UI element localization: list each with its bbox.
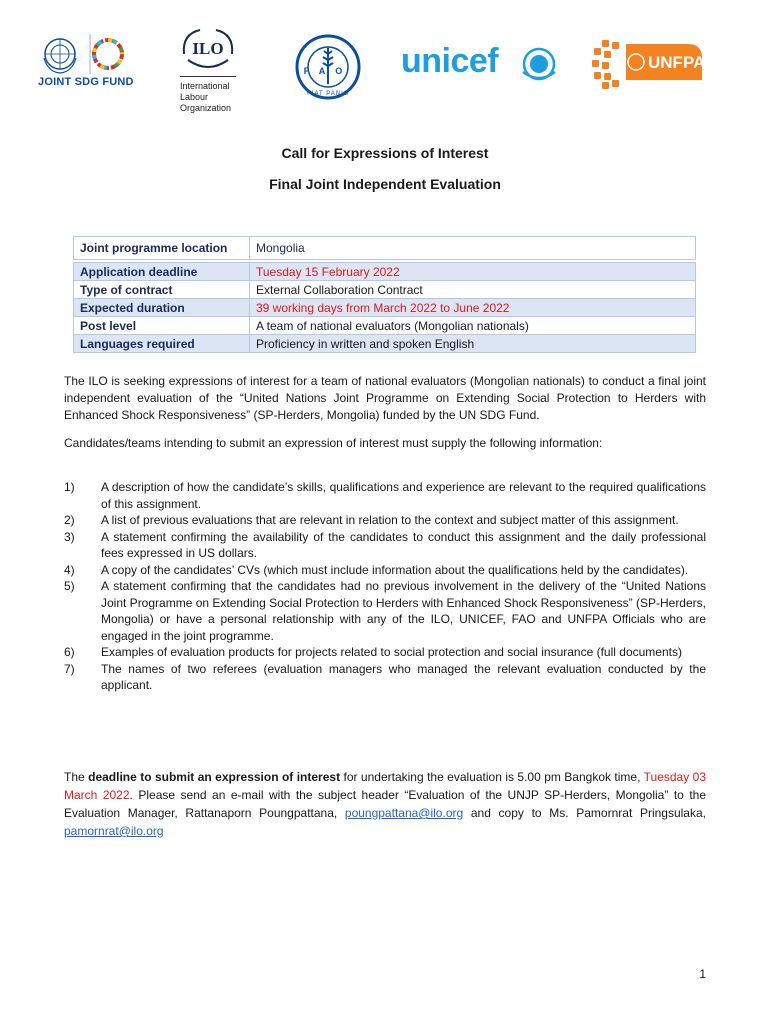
- ilo-mark: ILO: [192, 39, 224, 58]
- row-key: Languages required: [74, 335, 250, 353]
- page-number: 1: [699, 967, 706, 981]
- email-link-copy[interactable]: pamornrat@ilo.org: [64, 824, 164, 838]
- row-value: Mongolia: [250, 237, 696, 260]
- ilo-label: International Labour Organization: [180, 81, 232, 113]
- row-key: Expected duration: [74, 299, 250, 317]
- row-value: Tuesday 15 February 2022: [250, 263, 696, 281]
- table-row: [74, 299, 696, 317]
- list-item: 3) A statement confirming the availability of the candidates to conduct this assignment and the daily professional fees expressed in US dollars.: [64, 529, 706, 560]
- list-item: 4) A copy of the candidates’ CVs (which must include information about the qualifications held by the candidates).: [64, 562, 689, 577]
- table-row: [74, 335, 696, 353]
- list-item: 1) A description of how the candidate’s skills, qualifications and experience are relevant to the required qualifications of this assignment.: [64, 480, 706, 511]
- page-title: Call for Expressions of Interest: [281, 145, 489, 161]
- row-key: Type of contract: [74, 281, 250, 299]
- fao-motto: FIAT PANIS: [307, 91, 349, 97]
- sdg-fund-label: JOINT SDG FUND: [38, 76, 134, 88]
- summary-table: [73, 236, 696, 353]
- list-item: 6) Examples of evaluation products for projects related to social protection and social insurance (full documents): [64, 645, 682, 659]
- deadline-paragraph: The deadline to submit an expression of interest for undertaking the evaluation is 5.00 pm Bangkok time, Tuesday 03 March 2022. Please send an e-mail with the subject header “Evaluation of the UNJP SP-Herders, Mongolia” to the Evaluation Manager, Rattanaporn Poungpattana, poungpattana@ilo.org and copy to Ms. Pamornrat Pringsulaka, pamornrat@ilo.org: [64, 770, 707, 838]
- row-key: Joint programme location: [74, 237, 250, 260]
- unfpa-logo: [592, 40, 704, 90]
- page-subtitle: Final Joint Independent Evaluation: [269, 176, 501, 192]
- unicef-wordmark: unicef: [401, 42, 499, 80]
- table-row: [74, 317, 696, 335]
- unicef-logo: [401, 38, 571, 88]
- fao-logo: [293, 34, 363, 100]
- requirements-list: [64, 479, 706, 694]
- fao-mark: FAO: [303, 66, 353, 76]
- unfpa-wordmark: UNFPA: [648, 53, 706, 72]
- row-key: Application deadline: [74, 263, 250, 281]
- row-value: Proficiency in written and spoken English: [250, 335, 696, 353]
- row-value: 39 working days from March 2022 to June 2022: [250, 299, 696, 317]
- deadline-bold: deadline to submit an expression of interest: [88, 770, 341, 784]
- row-key: Post level: [74, 317, 250, 335]
- list-item: 7) The names of two referees (evaluation managers who managed the relevant evaluation conducted by the applicant.: [64, 661, 706, 692]
- table-row: [74, 263, 696, 281]
- row-value: External Collaboration Contract: [250, 281, 696, 299]
- joint-sdg-fund-logo: [38, 34, 148, 94]
- sdg-wheel-icon: [88, 34, 128, 76]
- logo-bar: [0, 0, 770, 120]
- intro-paragraph: The ILO is seeking expressions of interest for a team of national evaluators (Mongolian nationals) to conduct a final joint independent evaluation of the “United Nations Joint Programme on Extending Social Protection to Herders with Enhanced Shock Responsiveness” (SP-Herders, Mongolia) funded by the UN SDG Fund.: [64, 374, 706, 422]
- list-item: 5) A statement confirming that the candidates had no previous involvement in the delivery of the “United Nations Joint Programme on Extending Social Protection to Herders with Enhanced Shock Responsiveness” (SP-Herders, Mongolia) or have a personal relationship with any of the ILO, UNICEF, FAO and UNFPA Officials who are engaged in the joint programme.: [64, 579, 706, 643]
- un-emblem-icon: [38, 34, 88, 76]
- ilo-logo: [178, 24, 248, 116]
- ilo-emblem-icon: [178, 24, 238, 76]
- table-row: [74, 237, 696, 260]
- list-item: 2) A list of previous evaluations that are relevant in relation to the context and subject matter of this assignment.: [64, 513, 679, 527]
- deadline-date: Tuesday 03 March 2022: [64, 770, 706, 802]
- unicef-emblem-icon: [519, 44, 559, 84]
- table-row: [74, 281, 696, 299]
- row-value: A team of national evaluators (Mongolian nationals): [250, 317, 696, 335]
- fao-emblem-icon: [293, 34, 363, 100]
- lead-paragraph: Candidates/teams intending to submit an expression of interest must supply the following information:: [64, 436, 603, 450]
- email-link-manager[interactable]: poungpattana@ilo.org: [344, 806, 464, 820]
